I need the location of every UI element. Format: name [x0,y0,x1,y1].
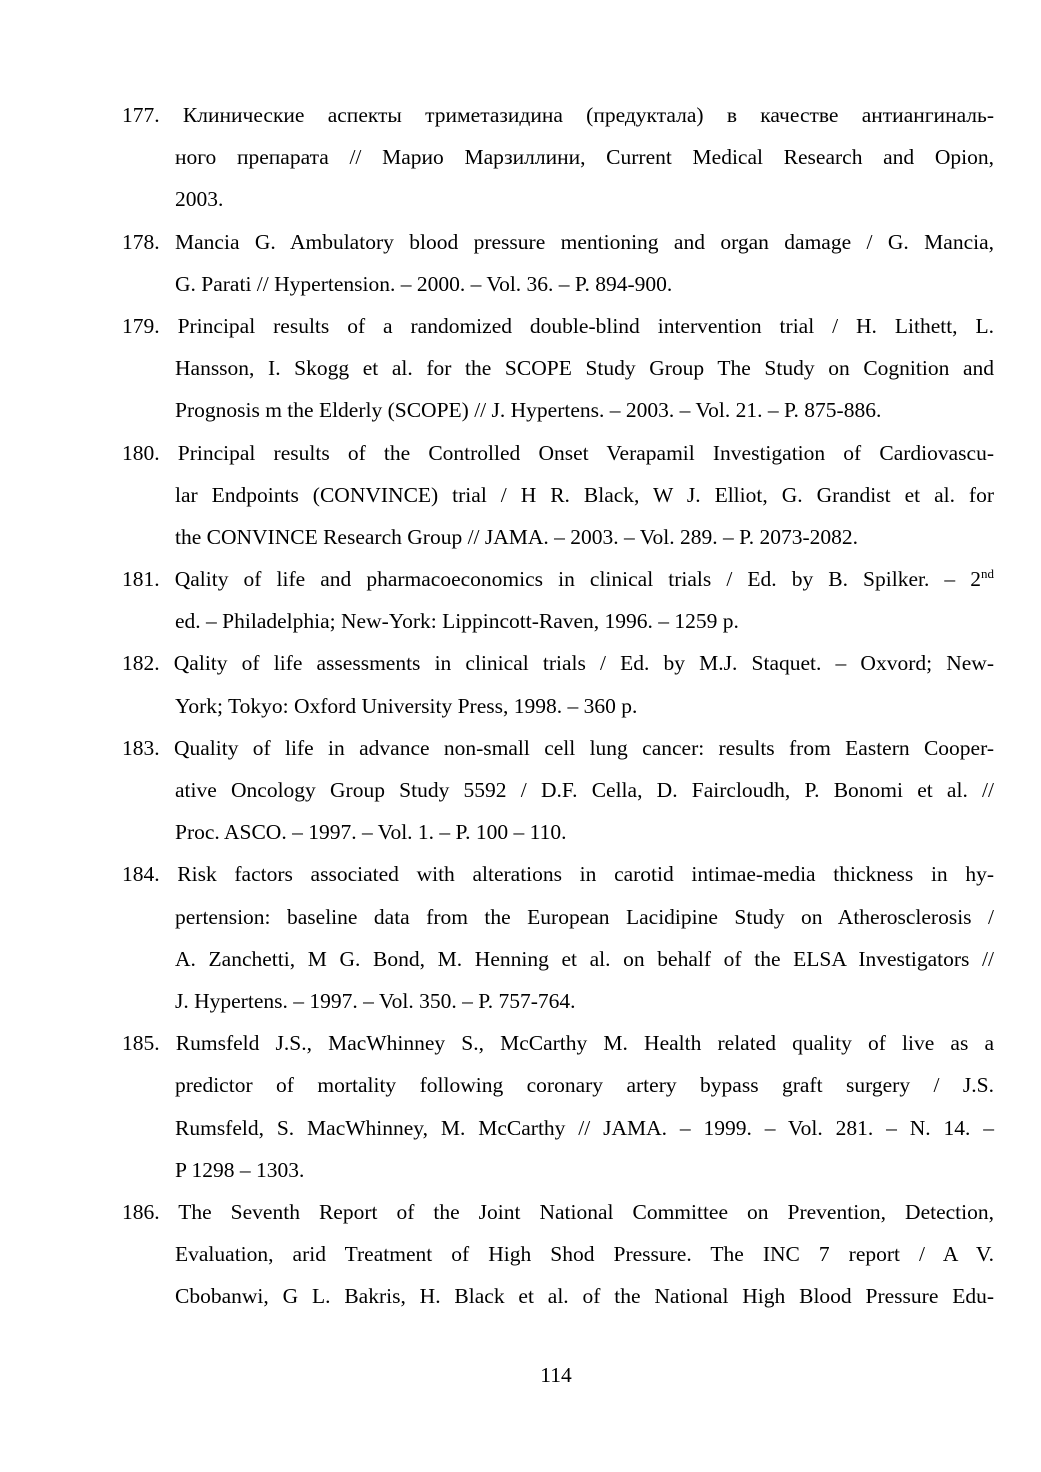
reference-number: 179. [122,313,160,338]
reference-line [122,221,994,263]
reference-line [122,853,994,895]
reference-item [122,642,994,726]
reference-number: 182. [122,651,160,676]
reference-item [122,1022,994,1191]
reference-number: 184. [122,862,160,887]
reference-line: J. Hypertens. – 1997. – Vol. 350. – P. 757-764. [175,988,576,1013]
reference-line: Hansson, I. Skogg et al. for the SCOPE Study Group The Study on Cognition and [175,356,994,381]
reference-line [122,727,994,769]
reference-line [122,642,994,684]
reference-line: Cbobanwi, G L. Bakris, H. Black et al. of the National High Blood Pressure Edu- [175,1284,994,1309]
reference-number: 177. [122,103,160,127]
reference-number: 186. [122,1199,160,1224]
reference-text-main: Qality of life and pharmacoeconomics in clinical trials / Ed. by B. Spilker. – 2 [174,567,981,592]
reference-text: Principal results of a randomized double-blind intervention trial / H. Lithett, L. [177,313,995,338]
reference-line: G. Parati // Hypertension. – 2000. – Vol. 36. – P. 894-900. [175,271,673,296]
page-number: 114 [540,1363,572,1387]
reference-line: pertension: baseline data from the European Lacidipine Study on Atherosclerosis / [175,904,994,929]
reference-item [122,558,994,642]
reference-line: York; Tokyo: Oxford University Press, 1998. – 360 p. [175,693,638,718]
reference-line [122,1191,994,1233]
reference-item [122,727,994,854]
reference-line [122,1022,994,1064]
reference-number: 183. [122,735,160,760]
reference-line: 2003. [175,187,224,212]
reference-line: A. Zanchetti, M G. Bond, M. Henning et al. on behalf of the ELSA Investigators // [175,946,994,971]
reference-line: Prognosis m the Elderly (SCOPE) // J. Hypertens. – 2003. – Vol. 21. – P. 875-886. [175,398,882,423]
reference-text: Qality of life assessments in clinical trials / Ed. by M.J. Staquet. – Oxvord; New- [173,651,994,676]
reference-line [122,558,994,600]
reference-item [122,221,994,305]
reference-item [122,432,994,559]
reference-line [122,94,994,136]
reference-line: ative Oncology Group Study 5592 / D.F. Cella, D. Faircloudh, P. Bonomi et al. // [175,778,994,802]
reference-number: 181. [122,567,160,592]
reference-line: predictor of mortality following coronary artery bypass graft surgery / J.S. [175,1073,994,1098]
reference-number: 178. [122,229,160,254]
reference-text: Rumsfeld J.S., MacWhinney S., McCarthy M. Health related quality of live as a [175,1031,994,1056]
reference-item [122,853,994,1022]
reference-text: The Seventh Report of the Joint National Committee on Prevention, Detection, [178,1199,994,1224]
reference-line: lar Endpoints (CONVINCE) trial / H R. Black, W J. Elliot, G. Grandist et al. for [175,482,994,507]
reference-item [122,1191,994,1318]
reference-line [122,432,994,474]
reference-text: Risk factors associated with alterations in carotid intimae-media thickness in hy- [177,862,994,887]
reference-item [122,94,994,221]
ordinal-superscript: nd [981,565,994,581]
reference-line: ed. – Philadelphia; New-York: Lippincott-Raven, 1996. – 1259 p. [175,609,739,634]
reference-line: the CONVINCE Research Group // JAMA. – 2003. – Vol. 289. – P. 2073-2082. [175,524,859,549]
reference-line [122,305,994,347]
reference-text [175,567,994,591]
reference-text: Клинические аспекты триметазидина (предуктала) в качестве антиангиналь- [182,103,994,127]
reference-number: 185. [122,1031,160,1056]
reference-text: Quality of life in advance non-small cell lung cancer: results from Eastern Cooper- [173,735,994,760]
reference-line: Evaluation, arid Treatment of High Shod Pressure. The INC 7 report / A V. [175,1242,994,1267]
reference-line: Rumsfeld, S. MacWhinney, M. McCarthy // JAMA. – 1999. – Vol. 281. – N. 14. – [175,1115,994,1140]
reference-number: 180. [122,440,160,465]
reference-text: Principal results of the Controlled Onset Verapamil Investigation of Cardiovascu- [177,440,994,465]
reference-line: Proc. ASCO. – 1997. – Vol. 1. – P. 100 – 110. [175,820,567,845]
reference-item [122,305,994,432]
reference-line: ного препарата // Марио Марзиллини, Current Medical Research and Opion, [175,145,994,170]
reference-line: P 1298 – 1303. [175,1157,305,1182]
reference-list [122,94,994,1317]
reference-text: Mancia G. Ambulatory blood pressure mentioning and organ damage / G. Mancia, [175,229,995,254]
